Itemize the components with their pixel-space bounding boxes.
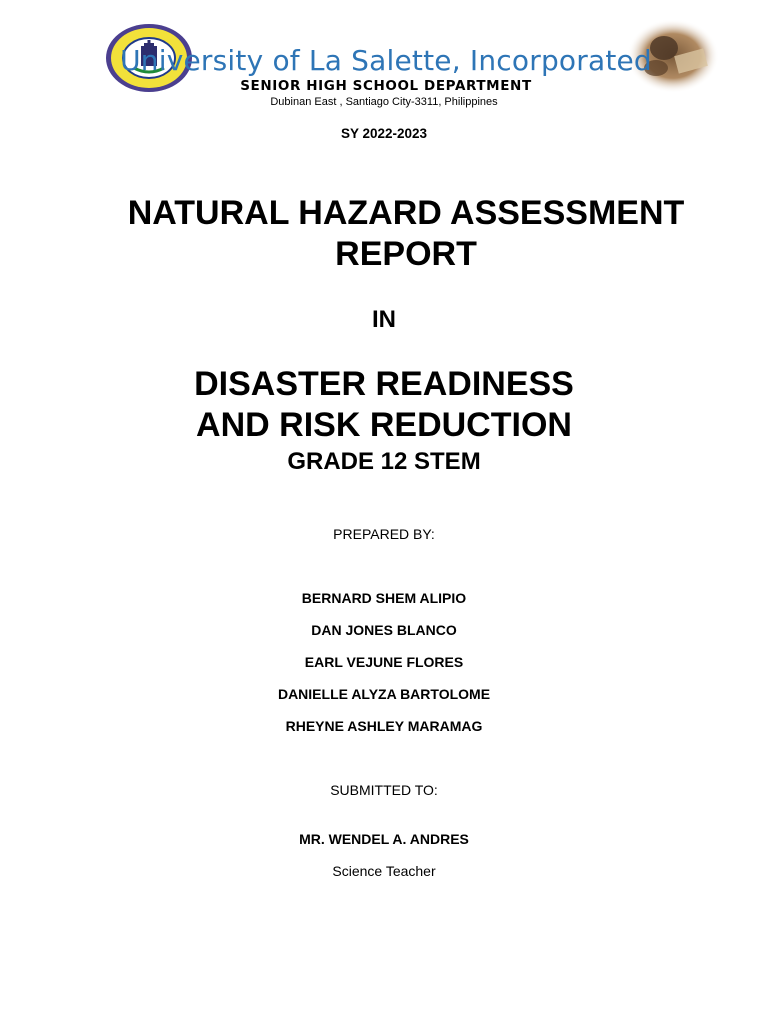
report-title-line-1: NATURAL HAZARD ASSESSMENT xyxy=(127,194,685,232)
author-name: RHEYNE ASHLEY MARAMAG xyxy=(285,718,483,734)
teacher-role: Science Teacher xyxy=(332,863,436,879)
author-name: EARL VEJUNE FLORES xyxy=(304,654,464,670)
author-name: BERNARD SHEM ALIPIO xyxy=(301,590,467,606)
teacher-name: MR. WENDEL A. ANDRES xyxy=(299,831,469,847)
grade-level: GRADE 12 STEM xyxy=(287,448,481,475)
subject-title-line-2: AND RISK REDUCTION xyxy=(196,406,572,444)
author-name: DANIELLE ALYZA BARTOLOME xyxy=(277,686,491,702)
subject-title-line-1: DISASTER READINESS xyxy=(194,365,574,403)
author-name: DAN JONES BLANCO xyxy=(311,622,457,638)
submitted-to-label: SUBMITTED TO: xyxy=(330,782,438,798)
school-year: SY 2022-2023 xyxy=(340,126,428,141)
department-name: SENIOR HIGH SCHOOL DEPARTMENT xyxy=(240,78,532,94)
report-title-line-2: REPORT xyxy=(335,235,477,273)
university-name: University of La Salette, Incorporated xyxy=(120,44,652,77)
prepared-by-label: PREPARED BY: xyxy=(333,526,435,542)
title-connector: IN xyxy=(372,306,396,333)
school-address: Dubinan East , Santiago City-3311, Philippines xyxy=(270,96,498,108)
